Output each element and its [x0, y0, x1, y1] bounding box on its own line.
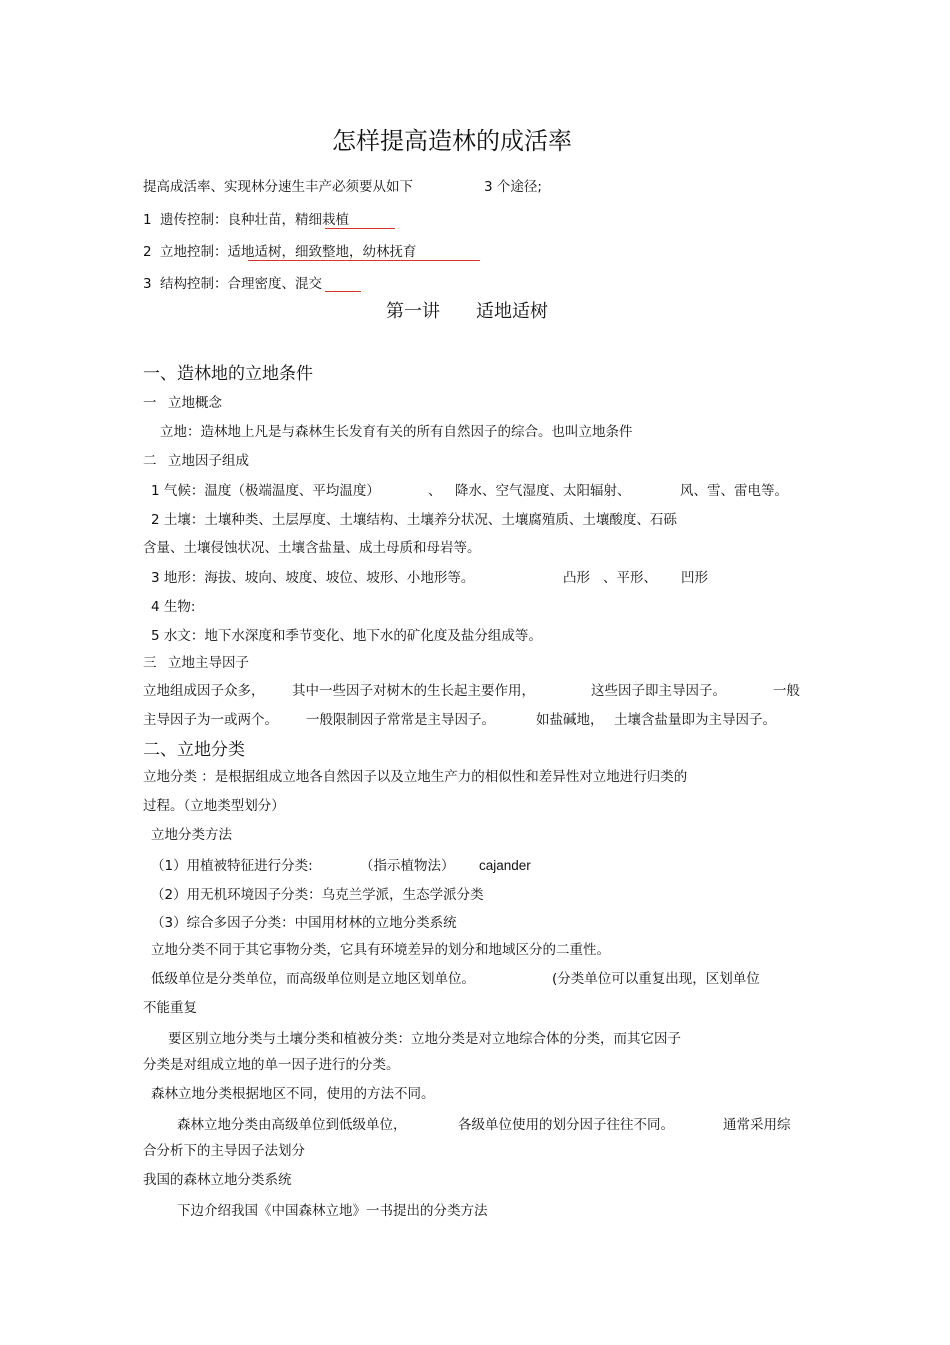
sub-1-num: 一 [143, 395, 157, 411]
site-definition: 立地：造林地上凡是与森林生长发育有关的所有自然因子的综合。也叫立地条件 [160, 424, 633, 440]
factor-1-a: 1 气候：温度（极端温度、平均温度） [151, 483, 380, 499]
factor-3-d: 凹形 [681, 570, 708, 586]
dominant-l2a: 主导因子为一或两个。 [143, 712, 278, 728]
low-unit-c: 不能重复 [143, 1000, 197, 1016]
levels-a: 森林立地分类由高级单位到低级单位， [177, 1117, 407, 1133]
method-1-b: （指示植物法） [360, 858, 455, 874]
control-2-num: 2 [143, 244, 152, 260]
regional-methods: 森林立地分类根据地区不同，使用的方法不同。 [151, 1086, 435, 1102]
factor-4: 4 生物: [151, 599, 196, 615]
factor-3-b: 凸形 [563, 570, 590, 586]
control-1-underline [325, 228, 395, 229]
distinguish-b: 分类是对组成立地的单一因子进行的分类。 [143, 1057, 400, 1073]
sub-2-title: 立地因子组成 [168, 453, 249, 469]
dominant-l1c: 这些因子即主导因子。 [591, 683, 726, 699]
classification-def-1: 立地分类 ：是根据组成立地各自然因子以及立地生产力的相似性和差异性对立地进行归类的 [143, 769, 688, 785]
section-2-heading: 二、立地分类 [143, 740, 245, 760]
dominant-l2c: 如盐碱地， [536, 712, 604, 728]
method-3: （3）综合多因子分类：中国用材林的立地分类系统 [151, 915, 457, 931]
factor-2-b: 含量、土壤侵蚀状况、土壤含盐量、成土母质和母岩等。 [143, 540, 481, 556]
factor-1-b: 、 [428, 483, 442, 499]
dominant-l1d: 一般 [773, 683, 800, 699]
classification-def-2: 过程。（立地类型划分） [143, 798, 285, 814]
levels-b: 各级单位使用的划分因子往往不同。 [458, 1117, 674, 1133]
factor-3-a: 3 地形：海拔、坡向、坡度、坡位、坡形、小地形等。 [151, 570, 475, 586]
dominant-l2d: 土壤含盐量即为主导因子。 [614, 712, 776, 728]
control-2-text: 立地控制：适地适树，细致整地，幼林抚育 [160, 244, 417, 260]
method-2: （2）用无机环境因子分类：乌克兰学派，生态学派分类 [151, 887, 484, 903]
control-3-text: 结构控制：合理密度、混交 [160, 276, 322, 292]
sub-1-title: 立地概念 [168, 395, 222, 411]
dominant-l2b: 一般限制因子常常是主导因子。 [306, 712, 495, 728]
control-3-num: 3 [143, 276, 152, 292]
book-intro: 下边介绍我国《中国森林立地》一书提出的分类方法 [177, 1203, 488, 1219]
dominant-l1a: 立地组成因子众多， [143, 683, 265, 699]
dominant-l1b: 其中一些因子对树木的生长起主要作用， [292, 683, 535, 699]
section-1-heading: 一、造林地的立地条件 [143, 364, 313, 384]
factor-5: 5 水文：地下水深度和季节变化、地下水的矿化度及盐分组成等。 [151, 628, 542, 644]
lecture-label: 第一讲 [386, 301, 440, 322]
page-title: 怎样提高造林的成活率 [332, 127, 572, 155]
lecture-title: 适地适树 [476, 301, 548, 322]
methods-title: 立地分类方法 [151, 827, 232, 843]
factor-1-c: 降水、空气湿度、太阳辐射、 [455, 483, 631, 499]
levels-c: 通常采用综 [723, 1117, 791, 1133]
control-1-num: 1 [143, 212, 152, 228]
intro-count: 3 个途径; [484, 179, 542, 195]
sub-2-num: 二 [143, 453, 157, 469]
dual-nature: 立地分类不同于其它事物分类，它具有环境差异的划分和地域区分的二重性。 [151, 942, 610, 958]
method-1-c: cajander [479, 858, 531, 873]
factor-1-d: 风、雪、雷电等。 [680, 483, 788, 499]
method-1-a: （1）用植被特征进行分类: [151, 858, 313, 874]
control-2-underline [248, 260, 480, 261]
levels-d: 合分析下的主导因子法划分 [143, 1143, 305, 1159]
distinguish-a: 要区别立地分类与土壤分类和植被分类：立地分类是对立地综合体的分类，而其它因子 [168, 1031, 681, 1047]
low-unit-a: 低级单位是分类单位，而高级单位则是立地区划单位。 [151, 971, 475, 987]
sub-3-num: 三 [143, 655, 157, 671]
factor-3-c: 、平形、 [603, 570, 657, 586]
factor-2-a: 2 土壤：土壤种类、土层厚度、土壤结构、土壤养分状况、土壤腐殖质、土壤酸度、石砾 [151, 512, 677, 528]
sub-3-title: 立地主导因子 [168, 655, 249, 671]
control-3-underline [325, 291, 361, 292]
intro-text: 提高成活率、实现林分速生丰产必须要从如下 [143, 179, 413, 195]
low-unit-b: (分类单位可以重复出现，区划单位 [552, 971, 760, 987]
control-1-text: 遗传控制：良种壮苗，精细栽植 [160, 212, 349, 228]
china-system: 我国的森林立地分类系统 [143, 1172, 292, 1188]
